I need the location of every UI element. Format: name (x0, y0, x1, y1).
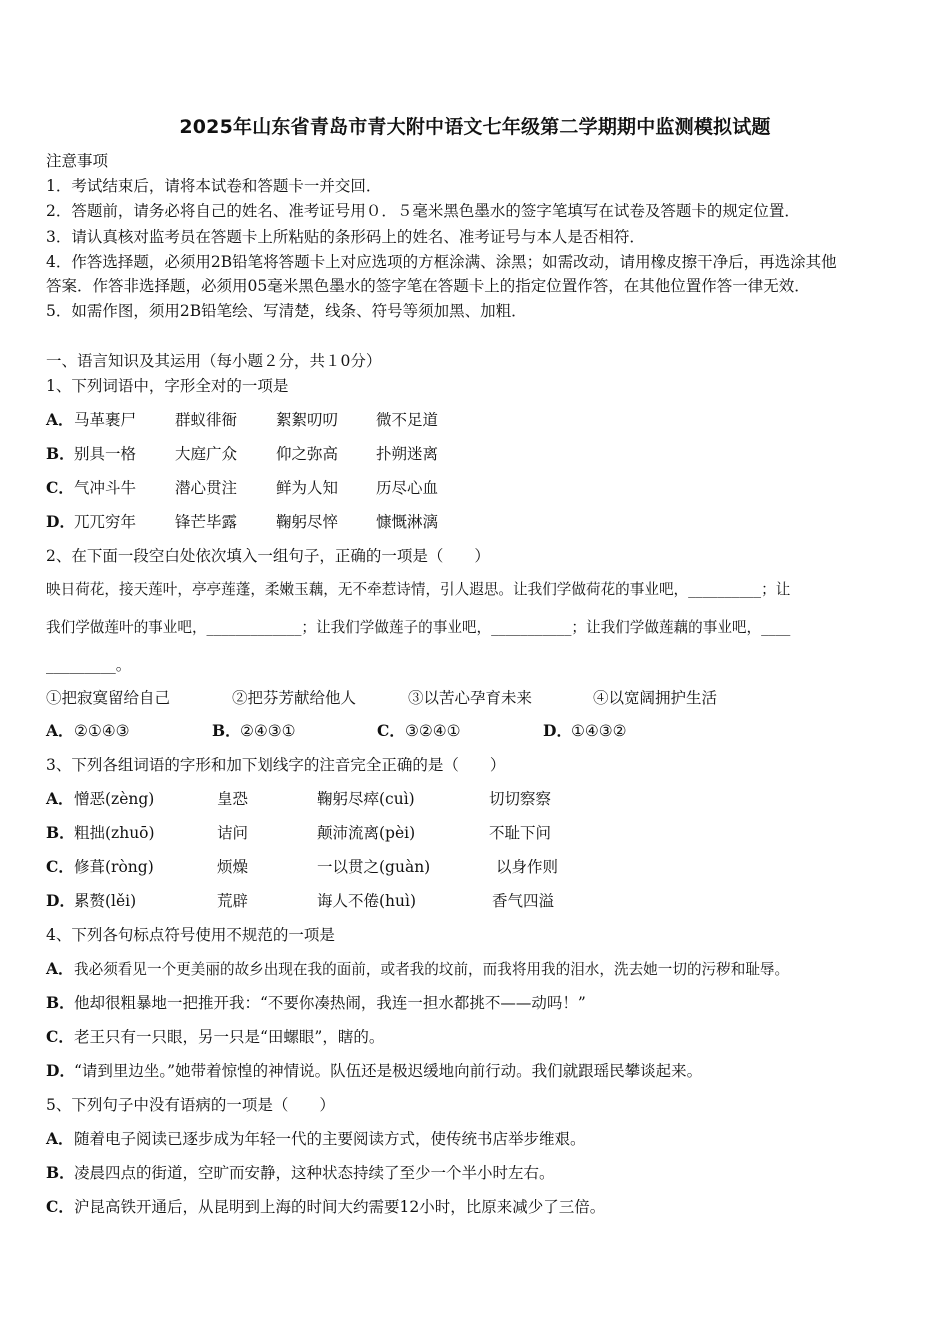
option-word: 以身作则 (496, 858, 559, 876)
question-2-passage-line: 映日荷花，接天莲叶，亭亭莲蓬，柔嫩玉藕，无不牵惹诗情，引人遐思。让我们学做荷花的事业吧，__________；让 (46, 581, 791, 598)
option-label: A． (46, 959, 74, 978)
option-text: 随着电子阅读已逐步成为年轻一代的主要阅读方式，使传统书店举步维艰。 (74, 1130, 586, 1148)
option-word: 鲜为人知 (276, 479, 339, 497)
option-word: 香气四溢 (492, 892, 555, 910)
option-text: 他却很粗暴地一把推开我：“不要你凑热闹，我连一担水都挑不——动吗！” (74, 994, 586, 1012)
exam-title: 2025年山东省青岛市青大附中语文七年级第二学期期中监测模拟试题 (179, 116, 771, 138)
option-label: B． (46, 1163, 75, 1182)
option-word: 不耻下问 (489, 824, 552, 842)
option-word: 仰之弥高 (276, 445, 339, 463)
option-word: 烦燥 (217, 858, 249, 876)
option-label: D． (46, 1061, 75, 1080)
question-2-choice: ②把芬芳献给他人 (232, 689, 357, 707)
option-word: 马革裹尸 (74, 411, 137, 429)
notice-item: 5．如需作图，须用2B铅笔绘、写清楚，线条、符号等须加黑、加粗． (46, 302, 527, 320)
question-4-option-c (46, 1027, 384, 1047)
question-2-answer: ②①④③ (74, 722, 130, 740)
option-word: 憎恶(zèng) (74, 790, 155, 808)
option-word: 兀兀穷年 (74, 513, 137, 531)
option-word: 气冲斗牛 (74, 479, 137, 497)
option-text: 老王只有一只眼，另一只是“田螺眼”，瞎的。 (74, 1028, 385, 1046)
question-5-stem: 5、下列句子中没有语病的一项是（ ） (46, 1096, 335, 1114)
option-word: 锋芒毕露 (175, 513, 238, 531)
question-2-answer: ①④③② (571, 722, 627, 740)
option-label: A． (46, 1129, 74, 1148)
question-4-option-d (46, 1061, 702, 1081)
option-word: 粗拙(zhuō) (74, 824, 155, 842)
option-word: 皇恐 (217, 790, 249, 808)
option-label: A． (46, 721, 74, 740)
notice-item: 4．作答选择题，必须用2B铅笔将答题卡上对应选项的方框涂满、涂黑；如需改动，请用橡皮擦干净后，再选涂其他 (46, 253, 837, 271)
option-label: B． (46, 444, 75, 463)
option-label: A． (46, 789, 74, 808)
option-word: 鞠躬尽悴 (276, 513, 339, 531)
option-label: D． (46, 512, 75, 531)
option-word: 修葺(ròng) (74, 858, 154, 876)
option-word: 扑朔迷离 (376, 445, 439, 463)
question-2-choice: ①把寂寞留给自己 (46, 689, 171, 707)
question-2-passage-line: _________。 (46, 656, 132, 674)
question-5-option-a (46, 1129, 586, 1149)
question-2-answer: ③②④① (405, 722, 461, 740)
notice-item: 3．请认真核对监考员在答题卡上所粘贴的条形码上的姓名、准考证号与本人是否相符． (46, 228, 645, 246)
question-3-stem: 3、下列各组词语的字形和加下划线字的注音完全正确的是（ ） (46, 756, 506, 774)
question-2-answer: ②④③① (240, 722, 296, 740)
question-1-stem: 1、下列词语中，字形全对的一项是 (46, 377, 289, 395)
option-word: 大庭广众 (175, 445, 238, 463)
option-word: 累赘(lěi) (74, 892, 137, 910)
question-2-choice: ③以苦心孕育未来 (408, 689, 533, 707)
option-word: 诲人不倦(huì) (317, 892, 417, 910)
option-word: 别具一格 (74, 445, 137, 463)
option-word: 诘问 (217, 824, 249, 842)
option-label: C． (377, 721, 405, 740)
option-word: 切切察察 (489, 790, 552, 808)
option-label: B． (46, 993, 75, 1012)
option-text: 凌晨四点的街道，空旷而安静，这种状态持续了至少一个半小时左右。 (74, 1164, 555, 1182)
option-text: 我必须看见一个更美丽的故乡出现在我的面前，或者我的坟前，而我将用我的泪水，洗去她一切的污秽和耻辱。 (74, 961, 790, 978)
question-2-stem: 2、在下面一段空白处依次填入一组句子，正确的一项是（ ） (46, 547, 490, 565)
question-4-option-a (46, 959, 789, 980)
question-4-option-b (46, 993, 586, 1013)
question-5-option-b (46, 1163, 555, 1183)
question-5-option-c (46, 1197, 605, 1217)
option-word: 潜心贯注 (175, 479, 238, 497)
option-label: C． (46, 857, 74, 876)
option-label: D． (46, 891, 75, 910)
section-heading: 一、语言知识及其运用（每小题２分，共１0分） (46, 352, 382, 370)
question-4-stem: 4、下列各句标点符号使用不规范的一项是 (46, 926, 335, 944)
option-label: C． (46, 1197, 74, 1216)
option-label: B． (212, 721, 241, 740)
option-word: 群蚁徘衙 (175, 411, 238, 429)
option-word: 历尽心血 (376, 479, 439, 497)
option-text: 沪昆高铁开通后，从昆明到上海的时间大约需要12小时，比原来减少了三倍。 (74, 1198, 606, 1216)
notice-heading: 注意事项 (46, 152, 109, 170)
option-text: “请到里边坐。”她带着惊惶的神情说。队伍还是极迟缓地向前行动。我们就跟瑶民攀谈起来。 (74, 1062, 703, 1080)
option-word: 荒辟 (217, 892, 249, 910)
question-2-passage-line: 我们学做莲叶的事业吧，_____________；让我们学做莲子的事业吧，___________；让我们学做莲藕的事业吧，____ (46, 619, 791, 636)
notice-item: 2．答题前，请务必将自己的姓名、准考证号用０．５毫米黑色墨水的签字笔填写在试卷及答题卡的规定位置． (46, 202, 800, 220)
option-word: 慷慨淋漓 (376, 513, 439, 531)
notice-item: 1．考试结束后，请将本试卷和答题卡一并交回． (46, 177, 382, 195)
option-word: 微不足道 (376, 411, 439, 429)
option-word: 鞠躬尽瘁(cuì) (317, 790, 415, 808)
option-label: A． (46, 410, 74, 429)
option-label: C． (46, 1027, 74, 1046)
question-2-choice: ④以宽阔拥护生活 (593, 689, 718, 707)
notice-item: 答案．作答非选择题，必须用05毫米黑色墨水的签字笔在答题卡上的指定位置作答，在其他位置作答一律无效． (46, 277, 810, 295)
option-label: B． (46, 823, 75, 842)
option-word: 一以贯之(guàn) (317, 858, 431, 876)
option-label: D． (543, 721, 572, 740)
option-word: 絮絮叨叨 (276, 411, 339, 429)
option-label: C． (46, 478, 74, 497)
option-word: 颠沛流离(pèi) (317, 824, 416, 842)
